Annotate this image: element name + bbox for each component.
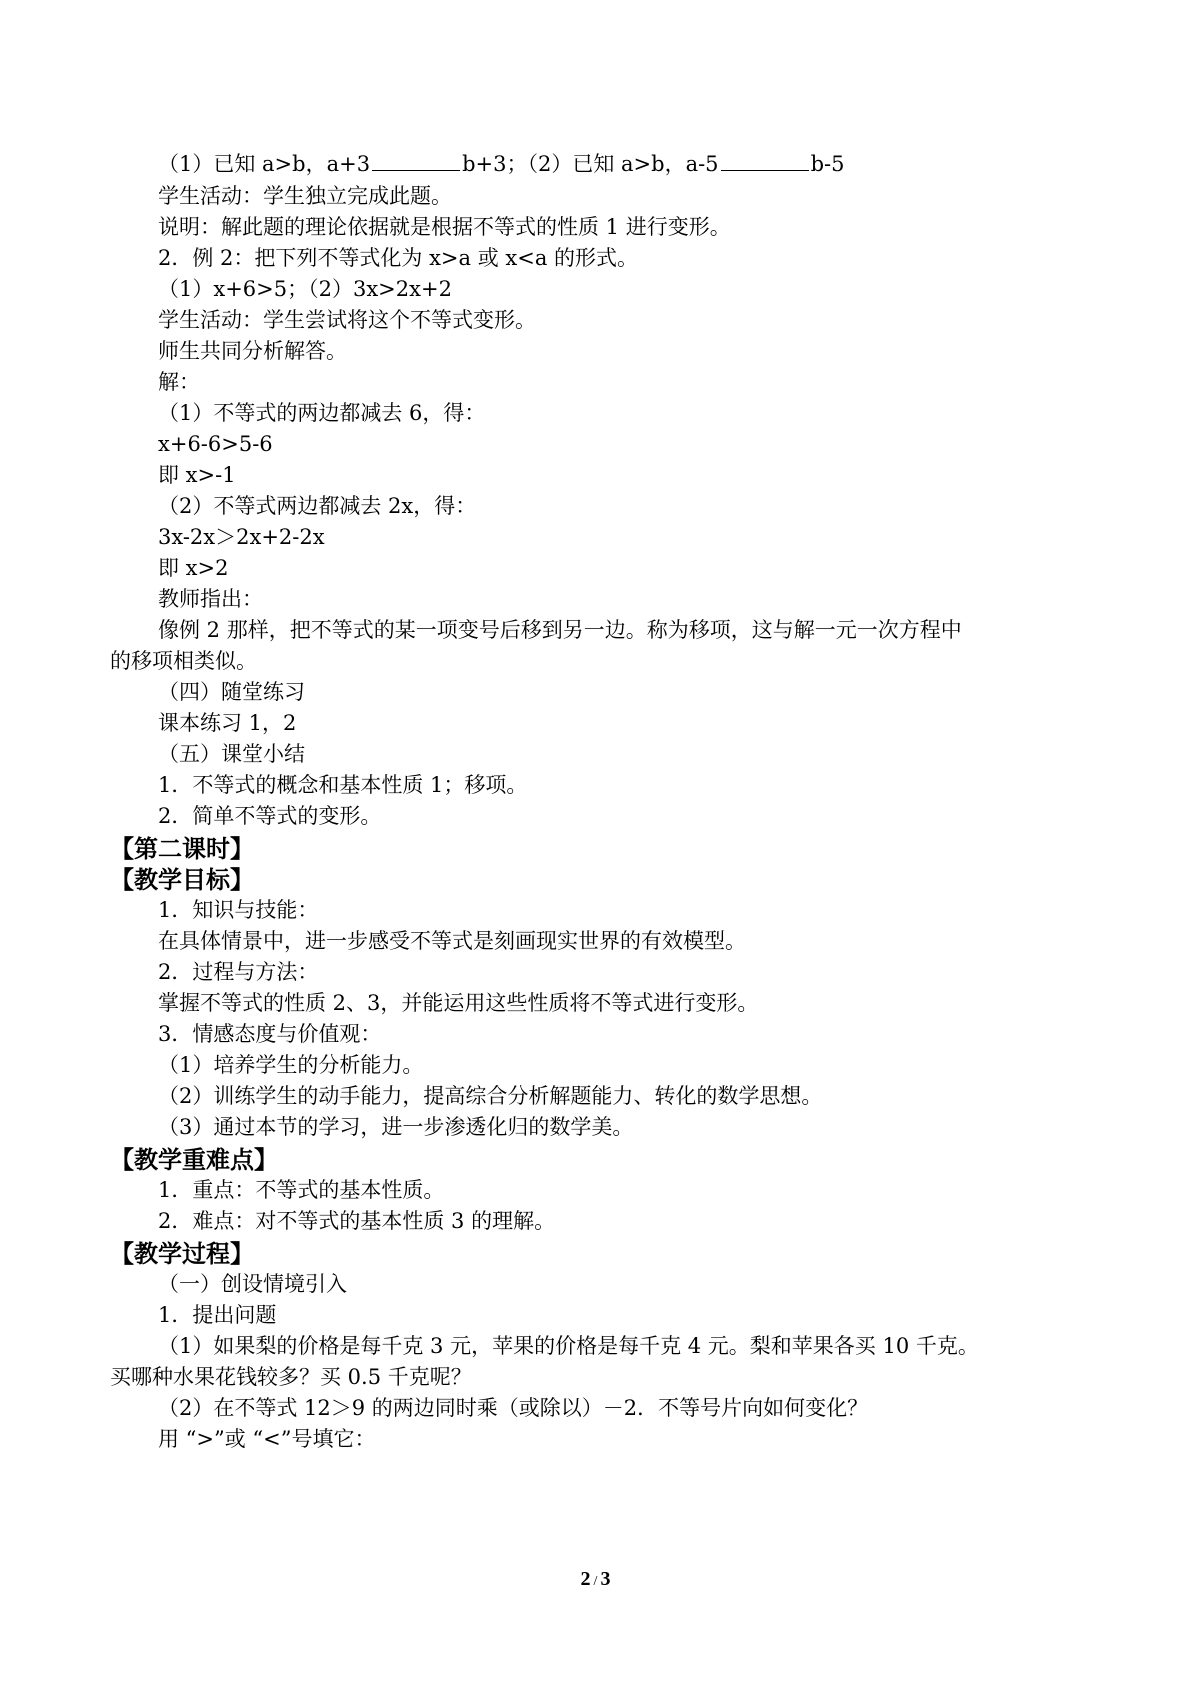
text-line: 3．情感态度与价值观： [158, 1022, 382, 1046]
text-line: 买哪种水果花钱较多？买 0.5 千克呢？ [110, 1365, 472, 1389]
text-line: 的移项相类似。 [110, 649, 257, 673]
exercise-line [158, 150, 844, 178]
answer-blank-1[interactable] [372, 150, 460, 171]
text-line: 师生共同分析解答。 [158, 339, 347, 363]
exercise-part-1: （1）已知 a>b，a+3 [158, 152, 371, 176]
answer-blank-2[interactable] [721, 150, 809, 171]
text-line: 2．过程与方法： [158, 960, 319, 984]
text-line: 1．知识与技能： [158, 898, 319, 922]
text-line: 即 x>-1 [158, 463, 236, 487]
text-line: （3）通过本节的学习，进一步渗透化归的数学美。 [158, 1115, 634, 1139]
text-line: （四）随堂练习 [158, 680, 305, 704]
text-line: 说明：解此题的理论依据就是根据不等式的性质 1 进行变形。 [158, 215, 731, 239]
text-line: 课本练习 1，2 [158, 711, 297, 735]
page-number-separator: / [593, 1574, 598, 1589]
text-line: （五）课堂小结 [158, 742, 305, 766]
text-line: （2）训练学生的动手能力，提高综合分析解题能力、转化的数学思想。 [158, 1084, 823, 1108]
section-heading: 【教学过程】 [110, 1240, 254, 1268]
section-heading: 【第二课时】 [110, 835, 254, 863]
section-heading: 【教学重难点】 [110, 1146, 278, 1174]
text-line: （1）培养学生的分析能力。 [158, 1053, 424, 1077]
text-line: （2）在不等式 12＞9 的两边同时乘（或除以）－2．不等号片向如何变化？ [158, 1396, 869, 1420]
exercise-part-2: b+3；（2）已知 a>b，a-5 [462, 152, 719, 176]
text-line: 3x-2x＞2x+2-2x [158, 525, 325, 549]
text-line: x+6-6>5-6 [158, 432, 273, 456]
text-line: 学生活动：学生尝试将这个不等式变形。 [158, 308, 536, 332]
page-number-total: 3 [600, 1568, 611, 1590]
text-line: （一）创设情境引入 [158, 1272, 347, 1296]
page-number [0, 1566, 1191, 1595]
text-line: 像例 2 那样，把不等式的某一项变号后移到另一边。称为移项，这与解一元一次方程中 [158, 618, 962, 642]
text-line: 用 “>”或 “<”号填它： [158, 1427, 376, 1451]
page-number-current: 2 [580, 1568, 591, 1590]
text-line: 即 x>2 [158, 556, 229, 580]
exercise-part-3: b-5 [810, 152, 845, 176]
text-line: 解： [158, 370, 200, 394]
text-line: （1）不等式的两边都减去 6，得： [158, 401, 486, 425]
text-line: 在具体情景中，进一步感受不等式是刻画现实世界的有效模型。 [158, 929, 746, 953]
text-line: 2．例 2：把下列不等式化为 x>a 或 x<a 的形式。 [158, 246, 639, 270]
text-line: 2．难点：对不等式的基本性质 3 的理解。 [158, 1209, 556, 1233]
text-line: 2．简单不等式的变形。 [158, 804, 382, 828]
text-line: （1）x+6>5；（2）3x>2x+2 [158, 277, 452, 301]
text-line: 1．重点：不等式的基本性质。 [158, 1178, 445, 1202]
text-line: （1）如果梨的价格是每千克 3 元，苹果的价格是每千克 4 元。梨和苹果各买 10 千克。 [158, 1334, 979, 1358]
text-line: 1．不等式的概念和基本性质 1；移项。 [158, 773, 528, 797]
section-heading: 【教学目标】 [110, 866, 254, 894]
text-line: 掌握不等式的性质 2、3，并能运用这些性质将不等式进行变形。 [158, 991, 759, 1015]
text-line: （2）不等式两边都减去 2x，得： [158, 494, 477, 518]
text-line: 教师指出： [158, 587, 263, 611]
text-line: 学生活动：学生独立完成此题。 [158, 184, 452, 208]
text-line: 1．提出问题 [158, 1303, 277, 1327]
